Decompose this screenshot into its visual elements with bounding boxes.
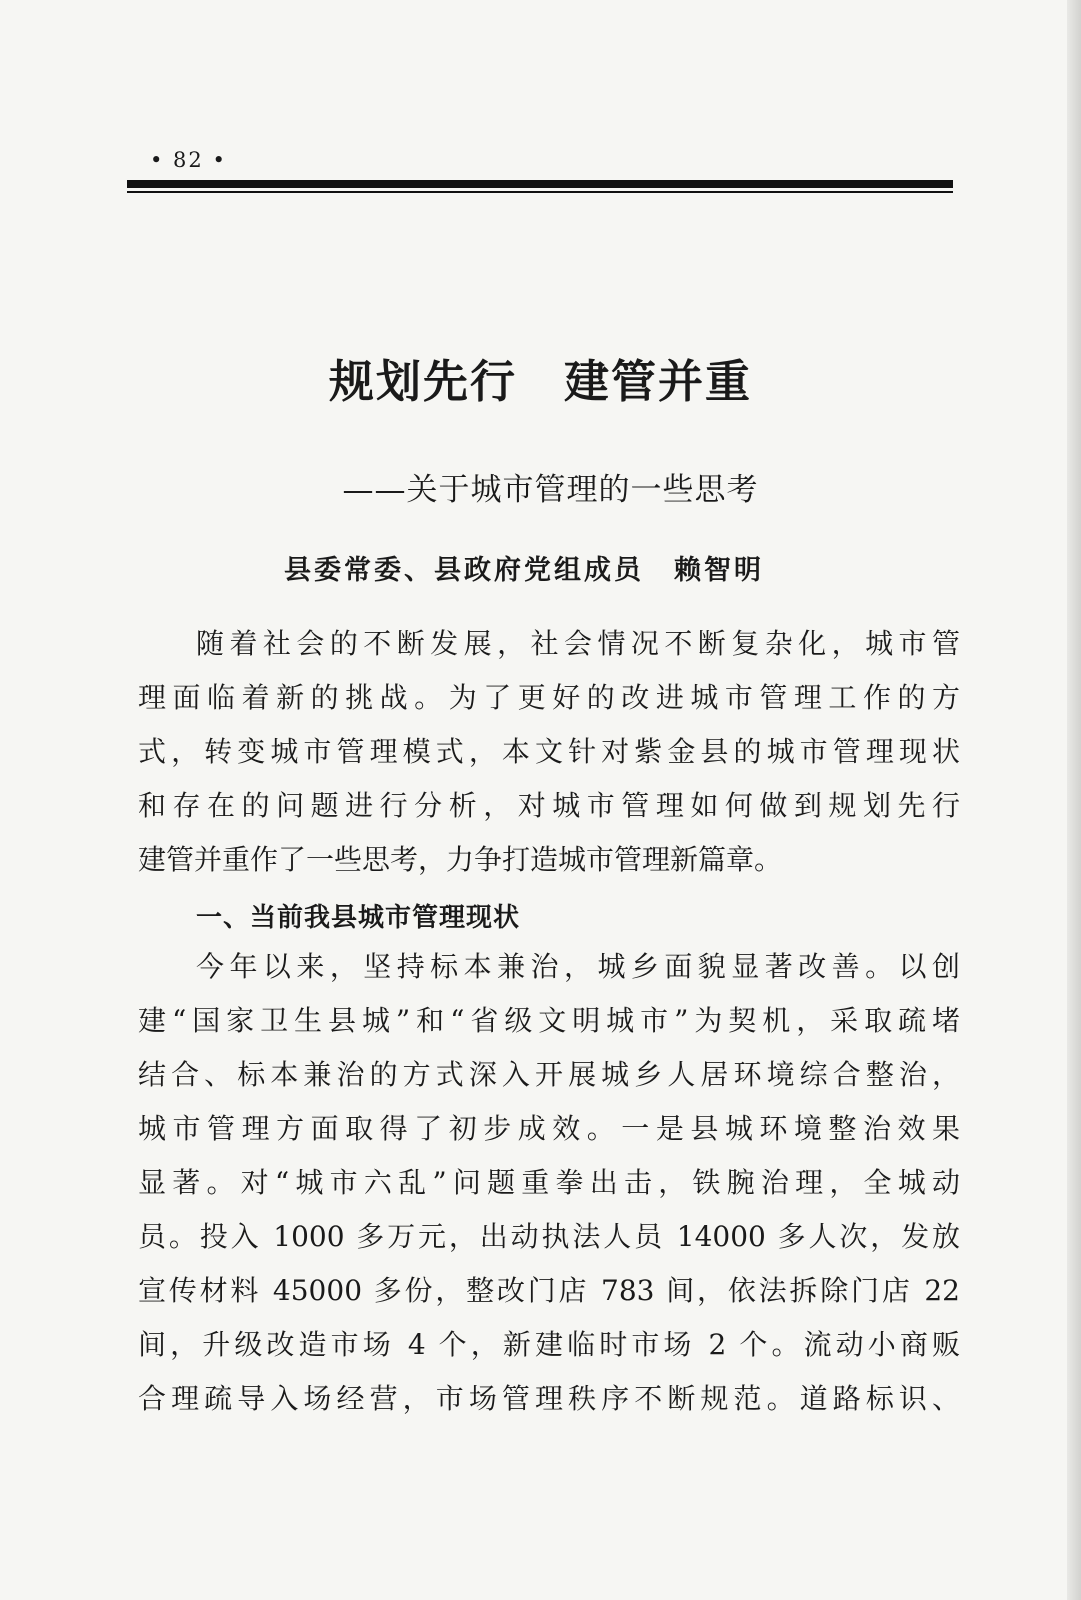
page-number: • 82 • <box>150 148 227 172</box>
intro-paragraph <box>138 617 960 887</box>
text-line: 员。投入 1000 多万元，出动执法人员 14000 多人次，发放 <box>138 1220 960 1253</box>
section-paragraph <box>138 940 960 1426</box>
text-line: 和存在的问题进行分析，对城市管理如何做到规划先行 <box>138 789 960 822</box>
text-line: 城市管理方面取得了初步成效。一是县城环境整治效果 <box>138 1112 960 1145</box>
header-rule-thin <box>127 191 953 193</box>
text-line: 结合、标本兼治的方式深入开展城乡人居环境综合整治， <box>138 1058 960 1091</box>
header-rule-thick <box>127 180 953 188</box>
text-line: 今年以来，坚持标本兼治，城乡面貌显著改善。以创 <box>196 950 960 983</box>
header-rule <box>127 180 953 194</box>
text-line: 理面临着新的挑战。为了更好的改进城市管理工作的方 <box>138 681 960 714</box>
text-line: 建“国家卫生县城”和“省级文明城市”为契机，采取疏堵 <box>138 1004 960 1037</box>
section-heading: 一、当前我县城市管理现状 <box>196 903 521 933</box>
text-line: 间，升级改造市场 4 个，新建临时市场 2 个。流动小商贩 <box>138 1328 960 1361</box>
article-subtitle: ——关于城市管理的一些思考 <box>342 472 759 508</box>
text-line: 显著。对“城市六乱”问题重拳出击，铁腕治理，全城动 <box>138 1166 960 1199</box>
article-author: 县委常委、县政府党组成员 赖智明 <box>284 555 764 586</box>
text-line: 建管并重作了一些思考，力争打造城市管理新篇章。 <box>138 843 783 876</box>
text-line: 宣传材料 45000 多份，整改门店 783 间，依法拆除门店 22 <box>138 1274 960 1307</box>
article-title: 规划先行 建管并重 <box>328 355 752 408</box>
scan-edge-shadow <box>1067 0 1081 1600</box>
text-line: 随着社会的不断发展，社会情况不断复杂化，城市管 <box>196 627 960 660</box>
text-line: 式，转变城市管理模式，本文针对紫金县的城市管理现状 <box>138 735 960 768</box>
text-line: 合理疏导入场经营，市场管理秩序不断规范。道路标识、 <box>138 1382 960 1415</box>
